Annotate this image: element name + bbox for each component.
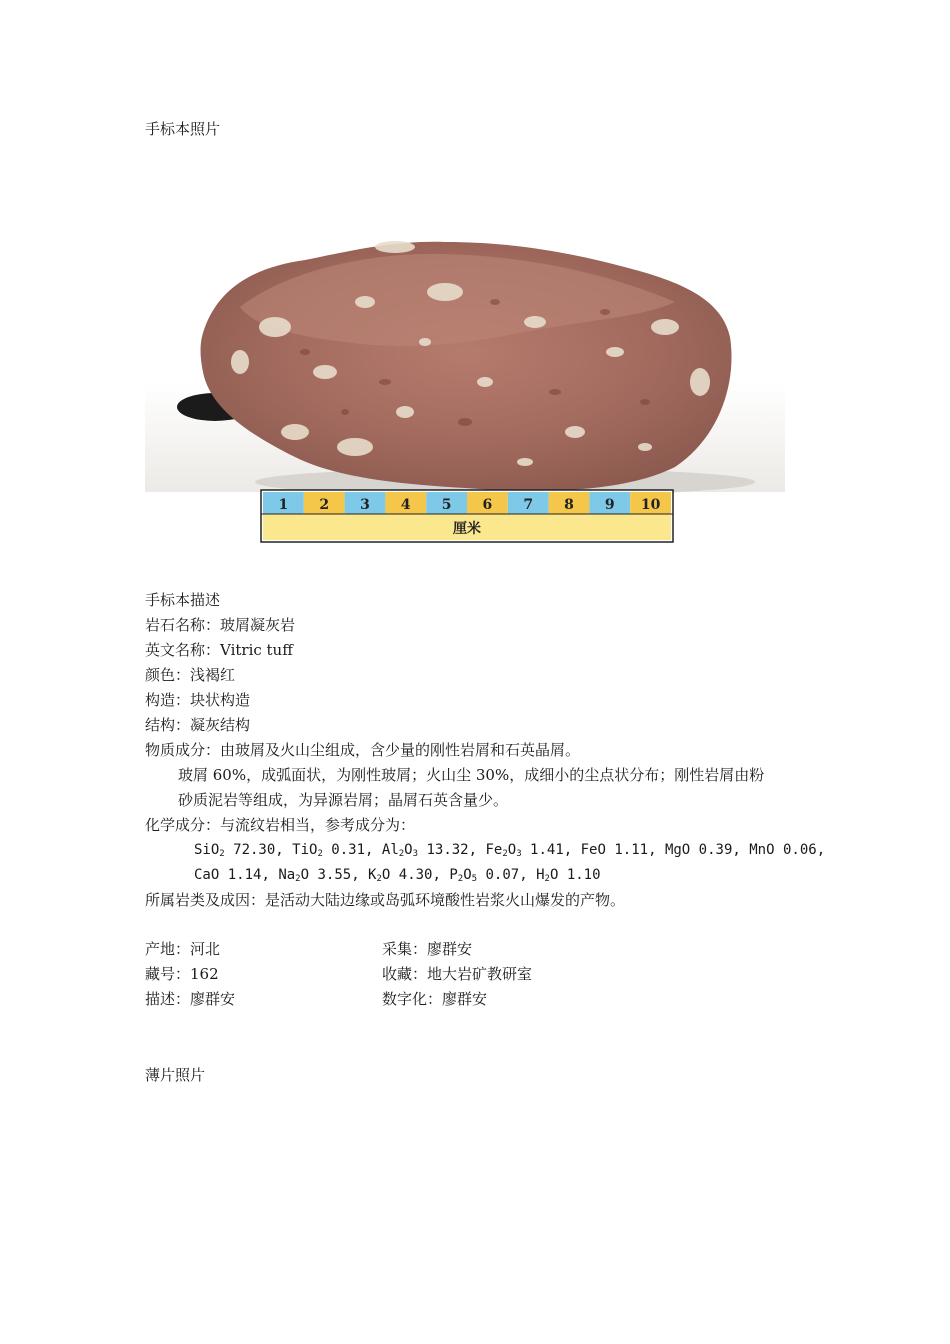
chemistry-item: $K_2O$ 4.30	[368, 867, 433, 884]
scale-number: 1	[278, 497, 289, 513]
chemistry-line-2: CaO 1.14, $Na_2O$ 3.55, $K_2O$ 4.30, $P_2O_5$ 0.07, $H_2O$ 1.10	[194, 867, 601, 884]
chemistry-item: CaO 1.14	[194, 867, 262, 883]
rock-structure: 构造：块状构造	[145, 691, 251, 709]
chemistry-item: $Na_2O$ 3.55	[278, 867, 352, 884]
heading-hand-specimen-photo: 手标本照片	[145, 120, 221, 138]
composition: 物质成分：由玻屑及火山尘组成，含少量的刚性岩屑和石英晶屑。	[145, 741, 581, 759]
scale-number: 4	[400, 497, 411, 513]
scale-number: 6	[482, 497, 493, 513]
rock-specimen-image	[145, 232, 785, 562]
scale-unit-label: 厘米	[453, 521, 481, 537]
scale-number: 3	[360, 497, 370, 513]
chemical-composition-label: 化学成分：与流纹岩相当，参考成分为：	[145, 816, 416, 834]
origin: 产地：河北	[145, 940, 221, 958]
composition-detail-2: 砂质泥岩等组成，为异源岩屑；晶屑石英含量少。	[178, 791, 509, 809]
chemistry-item: $H_2O$ 1.10	[536, 867, 601, 884]
scale-number: 7	[523, 497, 534, 513]
chemistry-line-1: SiO$_2$ 72.30, TiO$_2$ 0.31, $Al_2O_3$ 13.32, $Fe_2O_3$ 1.41, FeO 1.11, MgO 0.39, MnO 0.06,	[194, 842, 826, 859]
rock-texture: 结构：凝灰结构	[145, 716, 251, 734]
collection: 收藏：地大岩矿教研室	[382, 965, 533, 983]
specimen-number: 藏号：162	[145, 965, 219, 983]
chemistry-item: $Al_2O_3$ 13.32	[381, 842, 469, 859]
heading-thin-section-photo: 薄片照片	[145, 1066, 206, 1084]
heading-hand-specimen-description: 手标本描述	[145, 591, 221, 609]
chemistry-item: $P_2O_5$ 0.07	[449, 867, 520, 884]
english-name: 英文名称：Vitric tuff	[145, 641, 293, 659]
composition-detail-1: 玻屑 60%，成弧面状，为刚性玻屑；火山尘 30%，成细小的尘点状分布；刚性岩屑由粉	[178, 766, 765, 784]
scale-number: 10	[640, 497, 661, 513]
chemistry-item: SiO$_2$ 72.30	[194, 842, 276, 859]
chemistry-item: MgO 0.39	[664, 842, 733, 858]
chemistry-item: FeO 1.11	[580, 842, 649, 858]
chemistry-item: MnO 0.06	[749, 842, 817, 858]
scale-number: 8	[564, 497, 574, 513]
describer: 描述：廖群安	[145, 990, 236, 1008]
scale-number: 9	[604, 497, 615, 513]
scale-number: 2	[319, 497, 330, 513]
scale-bar	[261, 490, 673, 542]
rock-specimen-photo	[145, 232, 785, 552]
scale-number: 5	[441, 497, 452, 513]
rock-color: 颜色：浅褐红	[145, 666, 236, 684]
chemistry-item: TiO$_2$ 0.31	[292, 842, 366, 859]
genesis: 所属岩类及成因：是活动大陆边缘或岛弧环境酸性岩浆火山爆发的产物。	[145, 891, 626, 909]
digitizer: 数字化：廖群安	[382, 990, 488, 1008]
chemistry-item: $Fe_2O_3$ 1.41	[485, 842, 564, 859]
collector: 采集：廖群安	[382, 940, 473, 958]
rock-name: 岩石名称：玻屑凝灰岩	[145, 616, 296, 634]
